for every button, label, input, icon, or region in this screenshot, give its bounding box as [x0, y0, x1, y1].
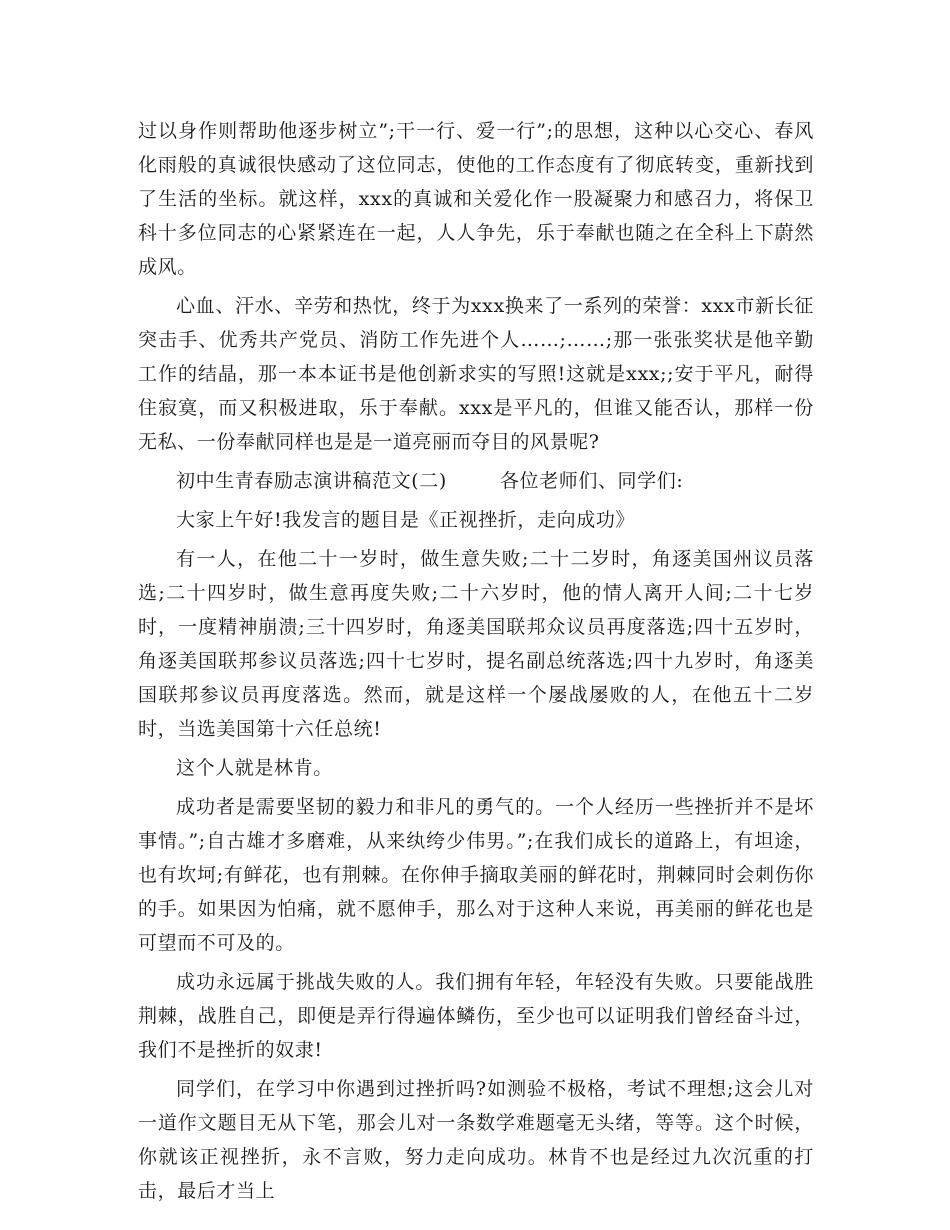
paragraph-1: 过以身作则帮助他逐步树立”;干一行、爱一行”;的思想，这种以心交心、春风化雨般的真诚很快感动了这位同志，使他的工作态度有了彻底转变，重新找到了生活的坐标。就这样，xxx的真诚和关爱化作一股凝聚力和感召力，将保卫科十多位同志的心紧紧连在一起，人人争先，乐于奉献也随之在全科上下蔚然成风。 — [138, 120, 814, 278]
paragraph-lincoln-story: 有一人，在他二十一岁时，做生意失败;二十二岁时，角逐美国州议员落选;二十四岁时，做生意再度失败;二十六岁时，他的情人离开人间;二十七岁时，一度精神崩溃;三十四岁时，角逐美国联邦众议员再度落选;四十五岁时，角逐美国联邦参议员落选;四十七岁时，提名副总统落选;四十九岁时，角逐美国联邦参议员再度落选。然而，就是这样一个屡战屡败的人，在他五十二岁时，当选美国第十六任总统! — [138, 548, 814, 740]
greeting-paragraph: 大家上午好!我发言的题目是《正视挫折，走向成功》 — [176, 509, 636, 531]
document-body — [138, 114, 814, 1213]
paragraph-challenge-failure: 成功永远属于挑战失败的人。我们拥有年轻，年轻没有失败。只要能战胜荆棘，战胜自己，即便是弄行得遍体鳞伤，至少也可以证明我们曾经奋斗过，我们不是挫折的奴隶! — [138, 971, 814, 1061]
speech-title-line: 初中生青春励志演讲稿范文(二) 各位老师们、同学们: — [176, 470, 684, 492]
paragraph-lincoln-reveal: 这个人就是林肯。 — [176, 757, 333, 779]
paragraph-students: 同学们，在学习中你遇到过挫折吗?如测验不极格，考试不理想;这会儿对一道作文题目无从下笔，那会儿对一条数学难题毫无头绪，等等。这个时候，你就该正视挫折，永不言败，努力走向成功。林肯不也是经过九次沉重的打击，最后才当上 — [138, 1078, 814, 1202]
paragraph-2: 心血、汗水、辛劳和热忱，终于为xxx换来了一系列的荣誉：xxx市新长征突击手、优秀共产党员、消防工作先进个人……;……;那一张张奖状是他辛勤工作的结晶，那一本本证书是他创新求实的写照!这就是xxx;;安于平凡，耐得住寂寞，而又积极进取，乐于奉献。xxx是平凡的，但谁又能否认，那样一份无私、一份奉献同样也是是一道亮丽而夺目的风景呢? — [138, 295, 814, 453]
paragraph-success-courage: 成功者是需要坚韧的毅力和非凡的勇气的。一个人经历一些挫折并不是坏事情。”;自古雄才多磨难，从来纨绔少伟男。”;在我们成长的道路上，有坦途，也有坎坷;有鲜花，也有荆棘。在你伸手摘取美丽的鲜花时，荆棘同时会刺伤你的手。如果因为怕痛，就不愿伸手，那么对于这种人来说，再美丽的鲜花也是可望而不可及的。 — [138, 796, 814, 954]
